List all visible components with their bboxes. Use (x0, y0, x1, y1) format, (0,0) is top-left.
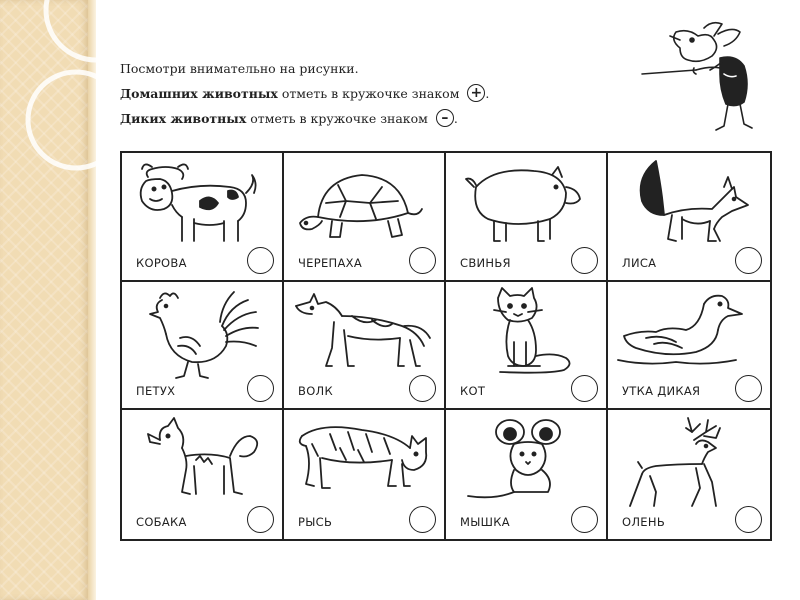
instruction-line-2 (120, 81, 640, 106)
deer-icon (616, 414, 756, 510)
animal-label: КОТ (460, 384, 486, 399)
instructions (120, 56, 640, 131)
domestic-animals-label: Домашних животных (120, 86, 278, 101)
animal-card-pig (446, 153, 608, 282)
wolf-icon (292, 286, 432, 382)
animal-label: СОБАКА (136, 515, 187, 529)
mouse-icon (454, 414, 594, 510)
animal-label: КОРОВА (136, 255, 187, 270)
period: . (485, 86, 490, 101)
animal-label: МЫШКА (460, 515, 510, 529)
animals-grid (120, 151, 772, 541)
instruction-line-3 (120, 106, 640, 131)
dog-icon (130, 414, 270, 510)
instruction-text-2: отметь в кружочке знаком (281, 86, 460, 101)
animal-label: ОЛЕНЬ (622, 515, 666, 529)
answer-circle-cat[interactable] (571, 375, 598, 402)
pig-icon (454, 157, 594, 253)
duck-icon (616, 286, 756, 382)
answer-circle-duck[interactable] (735, 375, 762, 402)
animal-label: ПЕТУХ (136, 384, 176, 399)
cat-icon (454, 286, 594, 382)
period: . (453, 111, 458, 126)
wild-animals-label: Диких животных (120, 111, 247, 126)
animal-label: УТКА ДИКАЯ (622, 384, 701, 399)
cow-icon (130, 157, 270, 253)
animal-label: ВОЛК (298, 384, 333, 399)
instruction-line-1 (120, 56, 640, 81)
answer-circle-dog[interactable] (247, 506, 274, 533)
animal-card-cow (122, 153, 284, 282)
rooster-icon (130, 286, 270, 382)
animal-label: РЫСЬ (298, 515, 333, 529)
animal-card-turtle (284, 153, 446, 282)
animal-label: СВИНЬЯ (460, 255, 511, 270)
animal-label: ЧЕРЕПАХА (298, 255, 363, 270)
plus-sign-icon: + (467, 84, 485, 102)
lynx-icon (292, 414, 432, 510)
teacher-character-icon (640, 18, 780, 138)
animal-card-rooster (122, 282, 284, 411)
animal-card-cat (446, 282, 608, 411)
instruction-text-3: отметь в кружочке знаком (250, 111, 428, 126)
animal-card-duck (608, 282, 770, 411)
animal-label: ЛИСА (622, 255, 657, 270)
animal-card-wolf (284, 282, 446, 411)
minus-sign-icon: – (436, 109, 454, 127)
fox-icon (616, 157, 756, 253)
answer-circle-cow[interactable] (247, 247, 274, 274)
answer-circle-rooster[interactable] (247, 375, 274, 402)
animal-card-lynx (284, 410, 446, 539)
instruction-text-1: Посмотри внимательно на рисунки. (120, 61, 359, 76)
answer-circle-wolf[interactable] (409, 375, 436, 402)
turtle-icon (292, 157, 432, 253)
answer-circle-fox[interactable] (735, 247, 762, 274)
animal-card-dog (122, 410, 284, 539)
answer-circle-pig[interactable] (571, 247, 598, 274)
answer-circle-turtle[interactable] (409, 247, 436, 274)
animal-card-deer (608, 410, 770, 539)
animal-card-mouse (446, 410, 608, 539)
answer-circle-lynx[interactable] (409, 506, 436, 533)
answer-circle-mouse[interactable] (571, 506, 598, 533)
animal-card-fox (608, 153, 770, 282)
answer-circle-deer[interactable] (735, 506, 762, 533)
decorative-circles (0, 0, 96, 220)
